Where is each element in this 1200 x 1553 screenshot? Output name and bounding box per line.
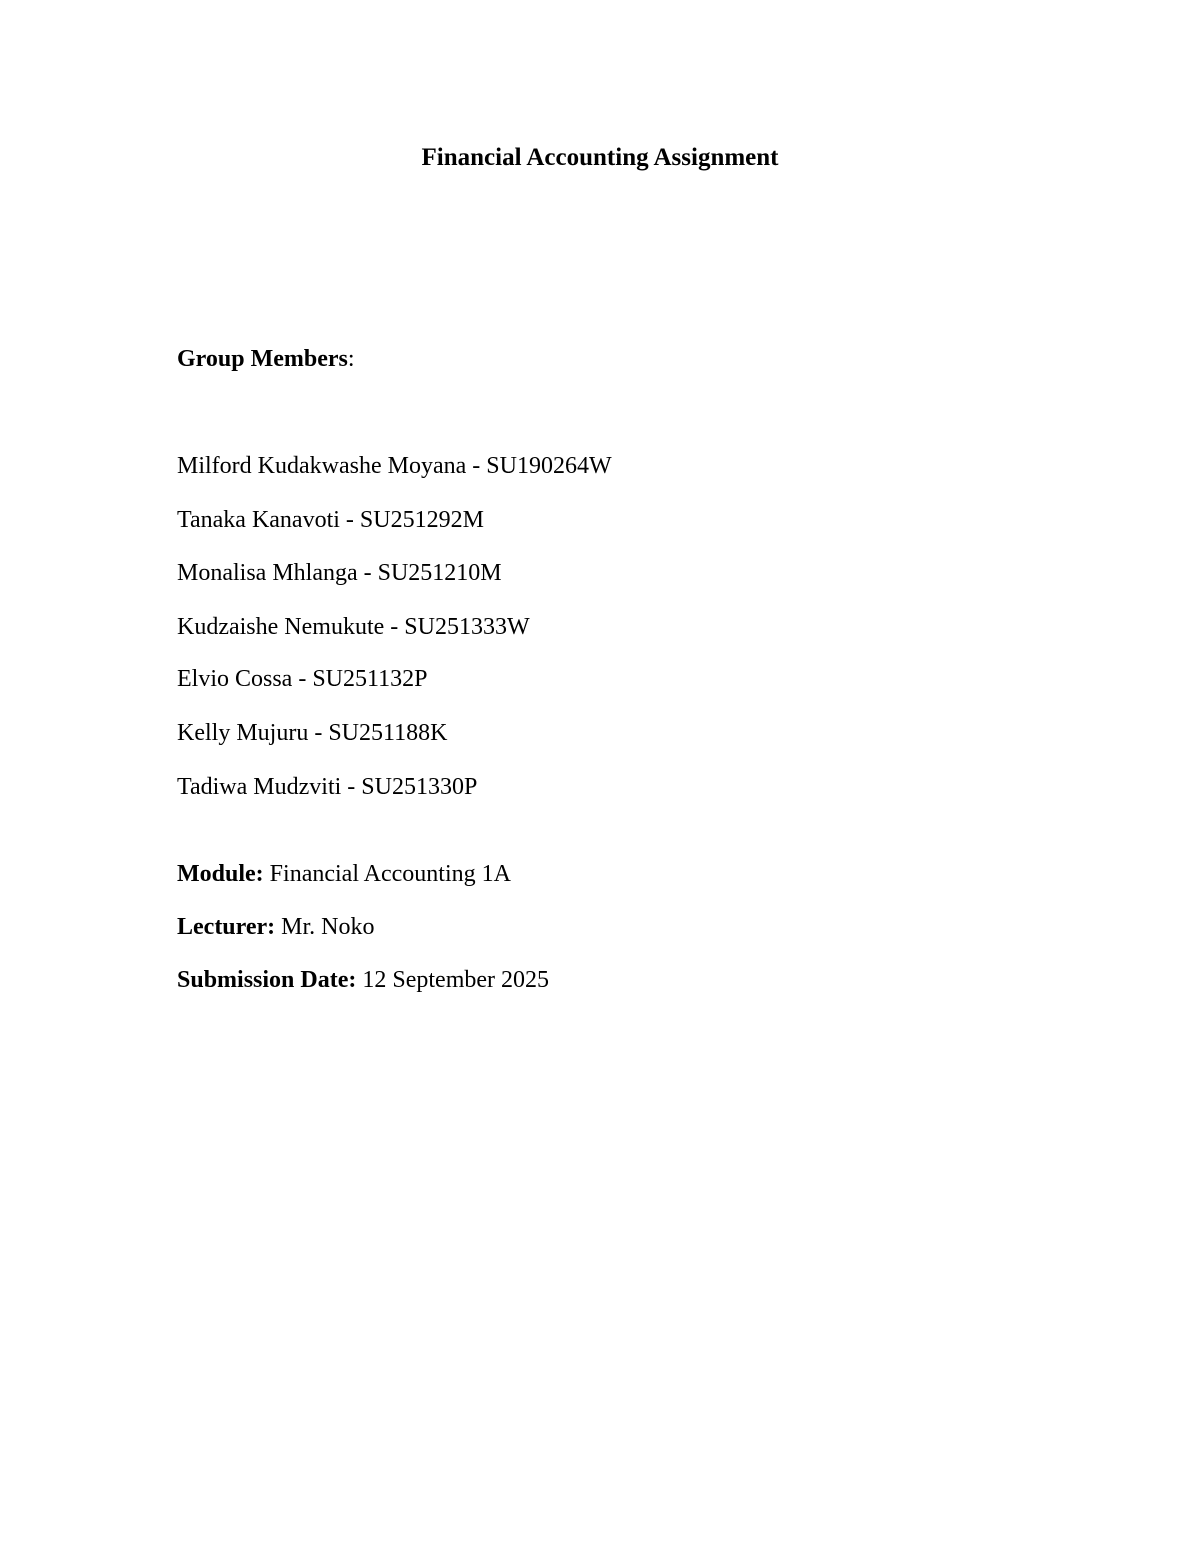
member-line: Kudzaishe Nemukute - SU251333W <box>177 614 530 640</box>
group-members-colon: : <box>347 346 355 372</box>
group-members-heading <box>177 343 355 375</box>
member-line: Milford Kudakwashe Moyana - SU190264W <box>177 453 612 479</box>
member-line: Monalisa Mhlanga - SU251210M <box>177 560 502 586</box>
document-title: Financial Accounting Assignment <box>421 144 779 171</box>
submission-date-label: Submission Date: <box>177 967 357 993</box>
member-line: Tadiwa Mudzviti - SU251330P <box>177 774 478 800</box>
submission-date-value: 12 September 2025 <box>362 967 550 993</box>
group-members-label: Group Members <box>177 346 348 372</box>
module-value: Financial Accounting 1A <box>269 861 511 887</box>
module-line <box>177 858 511 890</box>
lecturer-line <box>177 911 375 943</box>
member-line: Kelly Mujuru - SU251188K <box>177 720 448 746</box>
lecturer-value: Mr. Noko <box>281 914 375 940</box>
member-line: Tanaka Kanavoti - SU251292M <box>177 507 484 533</box>
submission-date-line <box>177 964 549 996</box>
module-label: Module: <box>177 861 264 887</box>
member-line: Elvio Cossa - SU251132P <box>177 666 428 692</box>
lecturer-label: Lecturer: <box>177 914 276 940</box>
